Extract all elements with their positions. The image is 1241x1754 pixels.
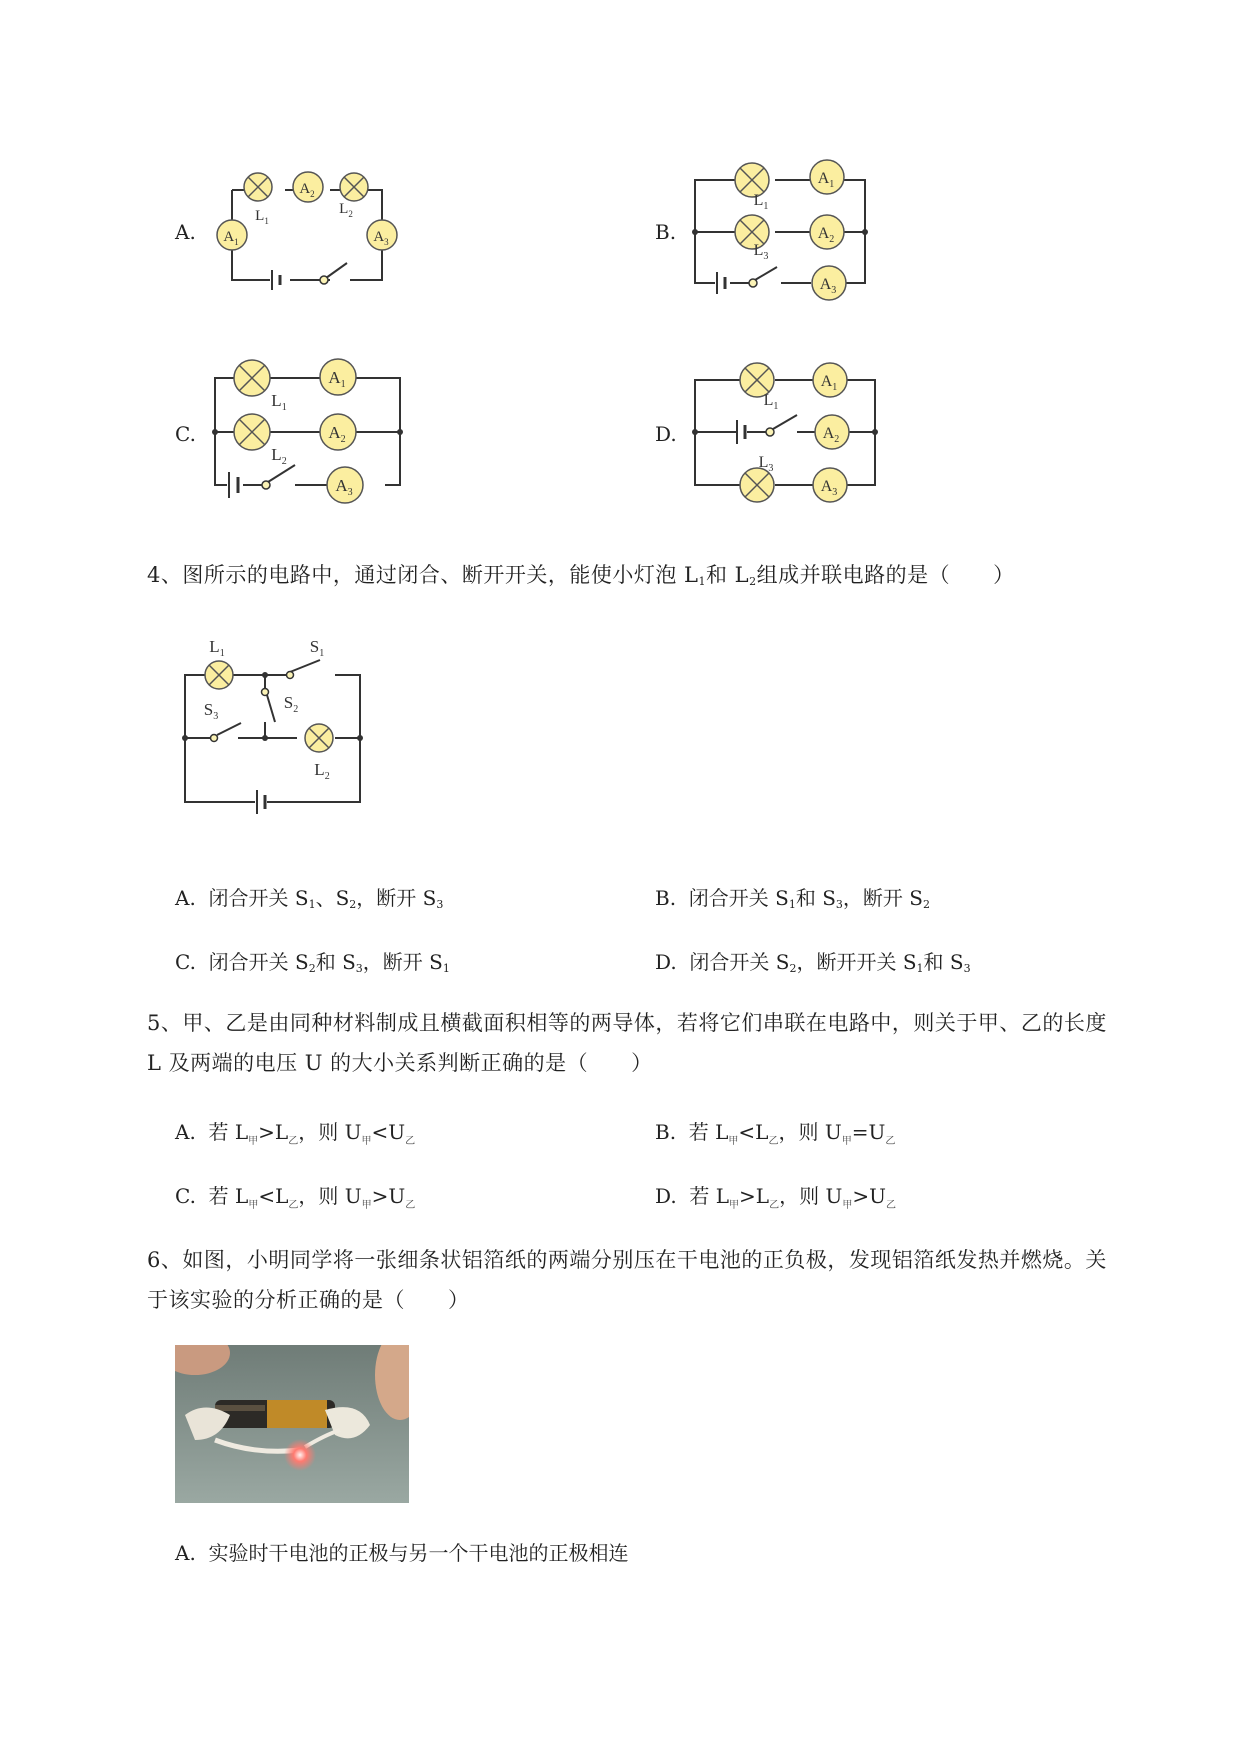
- svg-text:A3: $A_3$: [820, 478, 838, 498]
- circuit-diagram-c: [205, 350, 415, 515]
- q4-option-d-t3: 和 S: [923, 950, 964, 974]
- q4-option-c-prefix: C.: [175, 950, 196, 974]
- q6-option-a-text: 实验时干电池的正极与另一个干电池的正极相连: [208, 1541, 629, 1565]
- q5-option-d-sub-jia: 甲: [729, 1200, 740, 1211]
- circuit-diagram-a: [210, 160, 410, 295]
- svg-text:L1: $L_1$: [255, 208, 269, 226]
- q5-option-d-op1: >L: [739, 1184, 770, 1208]
- q6-stem: [147, 1240, 1157, 1320]
- q6-line2: 于该实验的分析正确的是（ ）: [147, 1288, 470, 1312]
- q5-option-b-sub-jia: 甲: [728, 1136, 739, 1147]
- q5-option-d-prefix: D.: [655, 1184, 677, 1208]
- q5-option-a[interactable]: [175, 1116, 415, 1147]
- q5-option-b-t1: 若 L: [688, 1120, 729, 1144]
- q6-option-a-prefix: A.: [175, 1541, 196, 1565]
- q4-text-before: 4、图所示的电路中，通过闭合、断开开关，能使小灯泡 L: [147, 563, 699, 587]
- svg-text:A2: $A_2$: [817, 225, 835, 245]
- q5-option-c-t1: 若 L: [208, 1184, 249, 1208]
- q4-option-d-t2: ，断开开关 S: [796, 950, 917, 974]
- q3-option-d-label[interactable]: D.: [655, 422, 677, 446]
- svg-text:A2: $A_2$: [299, 181, 315, 199]
- q5-option-c[interactable]: [175, 1180, 415, 1211]
- svg-text:A1: $A_1$: [817, 170, 835, 190]
- svg-text:S1: $S_1$: [309, 637, 325, 659]
- svg-text:A2: $A_2$: [328, 423, 346, 445]
- q5-option-a-sub-yi2: 乙: [405, 1136, 416, 1147]
- q4-option-b-s2: 3: [835, 898, 843, 911]
- svg-text:L3: $L_3$: [758, 454, 774, 474]
- svg-text:A1: $A_1$: [328, 368, 346, 390]
- q5-option-a-sub-yi: 乙: [288, 1136, 299, 1147]
- q4-option-d-prefix: D.: [655, 950, 677, 974]
- svg-text:A3: $A_3$: [819, 276, 837, 296]
- q4-option-c[interactable]: [175, 946, 450, 975]
- svg-text:L3: $L_3$: [753, 242, 769, 262]
- q5-option-c-op1: <L: [258, 1184, 289, 1208]
- q5-option-a-prefix: A.: [175, 1120, 196, 1144]
- q4-option-b-s1: 1: [788, 898, 796, 911]
- q5-option-a-sub-jia: 甲: [248, 1136, 259, 1147]
- q4-option-a-s1: 1: [308, 898, 316, 911]
- q5-option-b-sub-yi2: 乙: [885, 1136, 896, 1147]
- q5-option-d-sub-yi: 乙: [769, 1200, 780, 1211]
- svg-text:A1: $A_1$: [820, 373, 838, 393]
- svg-text:A1: $A_1$: [223, 229, 239, 247]
- q6-line1: 6、如图，小明同学将一张细条状铝箔纸的两端分别压在干电池的正负极，发现铝箔纸发热并燃烧。关: [147, 1248, 1107, 1272]
- q5-option-c-sub-jia2: 甲: [361, 1200, 372, 1211]
- svg-text:S2: $S_2$: [283, 693, 299, 715]
- svg-text:L1: $L_1$: [271, 391, 287, 413]
- q4-option-b-s3: 2: [922, 898, 930, 911]
- q5-option-d-sub-yi2: 乙: [885, 1200, 896, 1211]
- q4-option-a-s2: 2: [349, 898, 357, 911]
- circuit-diagram-q4: [175, 630, 375, 830]
- q5-line1: 5、甲、乙是由同种材料制成且横截面积相等的两导体，若将它们串联在电路中，则关于甲、乙的长度: [147, 1011, 1107, 1035]
- q4-option-b-t3: ，断开 S: [842, 886, 923, 910]
- svg-text:S3: $S_3$: [203, 700, 219, 722]
- q4-option-c-s2: 3: [355, 962, 363, 975]
- q5-option-a-op1: >L: [258, 1120, 289, 1144]
- q4-option-c-t3: ，断开 S: [362, 950, 443, 974]
- q4-option-b-t2: 和 S: [795, 886, 836, 910]
- q5-option-c-op2: >U: [371, 1184, 406, 1208]
- circuit-diagram-d: [685, 355, 895, 505]
- svg-text:L1: $L_1$: [753, 192, 769, 212]
- q5-option-d-t1: 若 L: [689, 1184, 730, 1208]
- q5-option-b-op1: <L: [738, 1120, 769, 1144]
- svg-text:A3: $A_3$: [373, 229, 389, 247]
- q4-option-a-t3: ，断开 S: [356, 886, 437, 910]
- q4-option-d-t1: 闭合开关 S: [689, 950, 790, 974]
- q5-option-a-sub-jia2: 甲: [361, 1136, 372, 1147]
- battery-foil-photo: [175, 1345, 409, 1503]
- q4-text-after: 组成并联电路的是（ ）: [756, 563, 1015, 587]
- q5-option-d-t2: ，则 U: [779, 1184, 843, 1208]
- q4-option-b-t1: 闭合开关 S: [688, 886, 789, 910]
- q3-option-b-label[interactable]: B.: [655, 220, 677, 244]
- q5-option-c-sub-yi2: 乙: [405, 1200, 416, 1211]
- q5-option-d-op2: >U: [852, 1184, 886, 1208]
- q4-option-c-t1: 闭合开关 S: [208, 950, 309, 974]
- q5-option-b-op2: =U: [851, 1120, 886, 1144]
- svg-text:A2: $A_2$: [822, 425, 840, 445]
- q6-option-a[interactable]: [175, 1537, 629, 1566]
- circuit-diagram-b: [685, 155, 885, 305]
- q5-option-a-t1: 若 L: [208, 1120, 249, 1144]
- q5-option-c-sub-yi: 乙: [288, 1200, 299, 1211]
- svg-text:L2: $L_2$: [271, 445, 287, 467]
- q4-option-d-s2: 1: [916, 962, 924, 975]
- q5-option-a-t2: ，则 U: [298, 1120, 362, 1144]
- q3-option-c-label[interactable]: C.: [175, 422, 196, 446]
- q4-option-d-s1: 2: [789, 962, 797, 975]
- q5-option-c-prefix: C.: [175, 1184, 196, 1208]
- q4-option-a-t1: 闭合开关 S: [208, 886, 309, 910]
- q4-stem: [147, 555, 1157, 602]
- svg-text:A3: $A_3$: [335, 476, 353, 498]
- q4-option-c-s3: 1: [442, 962, 450, 975]
- q4-option-c-t2: 和 S: [315, 950, 356, 974]
- q4-option-a-s3: 3: [436, 898, 444, 911]
- q4-option-a[interactable]: [175, 882, 443, 911]
- q5-option-b-t2: ，则 U: [778, 1120, 842, 1144]
- svg-text:L2: $L_2$: [339, 201, 353, 219]
- q4-option-d[interactable]: [655, 946, 971, 975]
- q5-option-b-sub-jia2: 甲: [841, 1136, 852, 1147]
- q4-option-d-s3: 3: [963, 962, 971, 975]
- svg-text:L1: $L_1$: [763, 392, 779, 412]
- q5-stem: [147, 1003, 1157, 1083]
- svg-text:L1: $L_1$: [209, 637, 225, 659]
- svg-text:L2: $L_2$: [314, 760, 330, 782]
- q3-option-a-label[interactable]: A.: [175, 220, 196, 244]
- q4-option-b[interactable]: [655, 882, 930, 911]
- q5-option-c-t2: ，则 U: [298, 1184, 362, 1208]
- q5-option-a-op2: <U: [371, 1120, 406, 1144]
- q4-sub1: 1: [698, 575, 706, 588]
- q4-option-b-prefix: B.: [655, 886, 677, 910]
- q5-option-c-sub-jia: 甲: [248, 1200, 259, 1211]
- q4-option-c-s1: 2: [308, 962, 316, 975]
- q5-line2: L 及两端的电压 U 的大小关系判断正确的是（ ）: [147, 1051, 653, 1075]
- q5-option-d[interactable]: [655, 1180, 896, 1211]
- q5-option-d-sub-jia2: 甲: [842, 1200, 853, 1211]
- q4-text-mid: 和 L: [705, 563, 750, 587]
- q4-option-a-prefix: A.: [175, 886, 196, 910]
- q5-option-b-sub-yi: 乙: [768, 1136, 779, 1147]
- q5-option-b-prefix: B.: [655, 1120, 677, 1144]
- q4-sub2: 2: [749, 575, 757, 588]
- q4-option-a-t2: 、S: [315, 886, 350, 910]
- q5-option-b[interactable]: [655, 1116, 895, 1147]
